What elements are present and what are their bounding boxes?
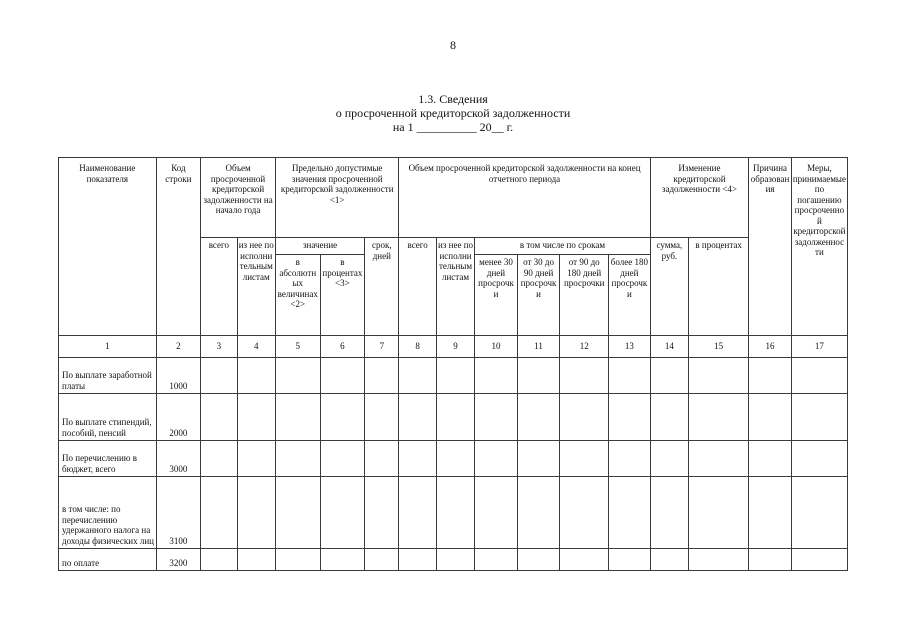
page-number: 8 — [450, 38, 456, 52]
data-cell[interactable] — [475, 441, 518, 477]
data-cell[interactable] — [560, 477, 609, 549]
data-cell[interactable] — [436, 477, 474, 549]
row-name: По перечислению в бюджет, всего — [59, 441, 157, 477]
header-overdue-end: Объем просроченной кредиторской задолженности на конец отчетного периода — [399, 158, 650, 238]
data-cell[interactable] — [365, 441, 399, 477]
data-cell[interactable] — [399, 549, 436, 571]
title-line-3: на 1 __________ 20__ г. — [392, 120, 514, 134]
header-value: значение — [275, 238, 364, 255]
data-cell[interactable] — [365, 358, 399, 394]
data-cell[interactable] — [320, 441, 365, 477]
data-cell[interactable] — [650, 549, 688, 571]
data-cell[interactable] — [237, 394, 275, 441]
data-cell[interactable] — [399, 477, 436, 549]
data-cell[interactable] — [365, 549, 399, 571]
data-cell[interactable] — [399, 441, 436, 477]
header-in-percent: в процентах — [689, 238, 749, 336]
column-number: 3 — [201, 336, 237, 358]
column-number: 14 — [650, 336, 688, 358]
data-cell[interactable] — [320, 477, 365, 549]
data-cell[interactable] — [517, 441, 560, 477]
data-cell[interactable] — [650, 477, 688, 549]
column-number: 11 — [517, 336, 560, 358]
data-cell[interactable] — [275, 441, 320, 477]
column-number: 7 — [365, 336, 399, 358]
column-number: 1 — [59, 336, 157, 358]
column-number: 10 — [475, 336, 518, 358]
data-cell[interactable] — [749, 394, 792, 441]
data-cell[interactable] — [791, 549, 847, 571]
header-overdue-start: Объем просроченной кредиторской задолженности на начало года — [201, 158, 276, 238]
data-cell[interactable] — [609, 358, 651, 394]
column-number: 15 — [689, 336, 749, 358]
table-row — [59, 358, 848, 394]
data-cell[interactable] — [399, 394, 436, 441]
data-cell[interactable] — [365, 394, 399, 441]
data-cell[interactable] — [609, 549, 651, 571]
row-name: по оплате — [59, 549, 157, 571]
row-name: По выплате стипендий, пособий, пенсий — [59, 394, 157, 441]
header-change: Изменение кредиторской задолженности <4> — [650, 158, 749, 238]
data-cell[interactable] — [475, 358, 518, 394]
data-cell[interactable] — [399, 358, 436, 394]
row-code: 3100 — [156, 477, 201, 549]
data-cell[interactable] — [749, 441, 792, 477]
document-title — [0, 92, 906, 134]
data-cell[interactable] — [791, 477, 847, 549]
header-90-180: от 90 до 180 дней просрочки — [560, 255, 609, 336]
data-cell[interactable] — [201, 394, 237, 441]
data-cell[interactable] — [689, 477, 749, 549]
data-cell[interactable] — [650, 358, 688, 394]
header-total-start: всего — [201, 238, 237, 336]
header-percent: в процентах <3> — [320, 255, 365, 336]
header-30-90: от 30 до 90 дней просрочки — [517, 255, 560, 336]
row-name: в том числе: по перечислению удержанного налога на доходы физических лиц — [59, 477, 157, 549]
data-cell[interactable] — [201, 477, 237, 549]
header-lt30: менее 30 дней просрочки — [475, 255, 518, 336]
data-cell[interactable] — [749, 358, 792, 394]
data-cell[interactable] — [560, 358, 609, 394]
data-cell[interactable] — [517, 477, 560, 549]
header-measures: Меры, принимаемые по погашению просроченной кредиторской задолженности — [791, 158, 847, 336]
data-cell[interactable] — [275, 549, 320, 571]
data-cell[interactable] — [365, 477, 399, 549]
header-exec-end: из нее по исполнительным листам — [436, 238, 474, 336]
row-code: 3200 — [156, 549, 201, 571]
column-number: 6 — [320, 336, 365, 358]
data-cell[interactable] — [791, 394, 847, 441]
column-number: 5 — [275, 336, 320, 358]
data-cell[interactable] — [560, 441, 609, 477]
data-cell[interactable] — [650, 441, 688, 477]
data-cell[interactable] — [237, 549, 275, 571]
header-row-1 — [59, 158, 848, 238]
column-number: 17 — [791, 336, 847, 358]
data-cell[interactable] — [436, 394, 474, 441]
data-cell[interactable] — [517, 549, 560, 571]
data-cell[interactable] — [475, 549, 518, 571]
header-term-days: срок, дней — [365, 238, 399, 336]
data-cell[interactable] — [475, 477, 518, 549]
data-cell[interactable] — [475, 394, 518, 441]
data-cell[interactable] — [791, 441, 847, 477]
overdue-payables-table — [58, 157, 848, 571]
header-total-end: всего — [399, 238, 436, 336]
data-cell[interactable] — [689, 394, 749, 441]
header-gt180: более 180 дней просрочки — [609, 255, 651, 336]
column-number: 4 — [237, 336, 275, 358]
data-cell[interactable] — [436, 441, 474, 477]
header-by-terms: в том числе по срокам — [475, 238, 650, 255]
data-cell[interactable] — [320, 394, 365, 441]
data-cell[interactable] — [650, 394, 688, 441]
title-line-2: о просроченной кредиторской задолженности — [335, 106, 571, 120]
column-number: 9 — [436, 336, 474, 358]
data-cell[interactable] — [436, 549, 474, 571]
row-code: 3000 — [156, 441, 201, 477]
column-number: 12 — [560, 336, 609, 358]
header-sum-rub: сумма, руб. — [650, 238, 688, 336]
data-cell[interactable] — [436, 358, 474, 394]
header-absolute: в абсолютных величинах <2> — [275, 255, 320, 336]
data-cell[interactable] — [689, 358, 749, 394]
title-line-1: 1.3. Сведения — [418, 92, 488, 106]
data-cell[interactable] — [237, 358, 275, 394]
table-row — [59, 441, 848, 477]
data-cell[interactable] — [560, 549, 609, 571]
column-number: 8 — [399, 336, 436, 358]
header-name: Наименование показателя — [59, 158, 157, 336]
column-number: 16 — [749, 336, 792, 358]
data-cell[interactable] — [609, 441, 651, 477]
row-code: 2000 — [156, 394, 201, 441]
data-cell[interactable] — [201, 441, 237, 477]
column-number: 2 — [156, 336, 201, 358]
data-cell[interactable] — [275, 477, 320, 549]
data-cell[interactable] — [749, 549, 792, 571]
data-cell[interactable] — [320, 358, 365, 394]
table-row — [59, 549, 848, 571]
row-code: 1000 — [156, 358, 201, 394]
data-cell[interactable] — [517, 358, 560, 394]
data-cell[interactable] — [791, 358, 847, 394]
header-exec-start: из нее по исполнительным листам — [237, 238, 275, 336]
data-cell[interactable] — [237, 477, 275, 549]
header-reason: Причина образования — [749, 158, 792, 336]
data-cell[interactable] — [275, 394, 320, 441]
data-cell[interactable] — [517, 394, 560, 441]
data-cell[interactable] — [201, 358, 237, 394]
header-max-allowed: Предельно допустимые значения просроченной кредиторской задолженности <1> — [275, 158, 399, 238]
column-numbers-row — [59, 336, 848, 358]
data-cell[interactable] — [749, 477, 792, 549]
data-cell[interactable] — [275, 358, 320, 394]
table-row — [59, 394, 848, 441]
data-cell[interactable] — [609, 477, 651, 549]
table-row — [59, 477, 848, 549]
data-cell[interactable] — [201, 549, 237, 571]
data-cell[interactable] — [320, 549, 365, 571]
data-cell[interactable] — [689, 549, 749, 571]
data-cell[interactable] — [560, 394, 609, 441]
data-cell[interactable] — [689, 441, 749, 477]
data-cell[interactable] — [237, 441, 275, 477]
data-cell[interactable] — [609, 394, 651, 441]
column-number: 13 — [609, 336, 651, 358]
header-code: Код строки — [156, 158, 201, 336]
row-name: По выплате заработной платы — [59, 358, 157, 394]
